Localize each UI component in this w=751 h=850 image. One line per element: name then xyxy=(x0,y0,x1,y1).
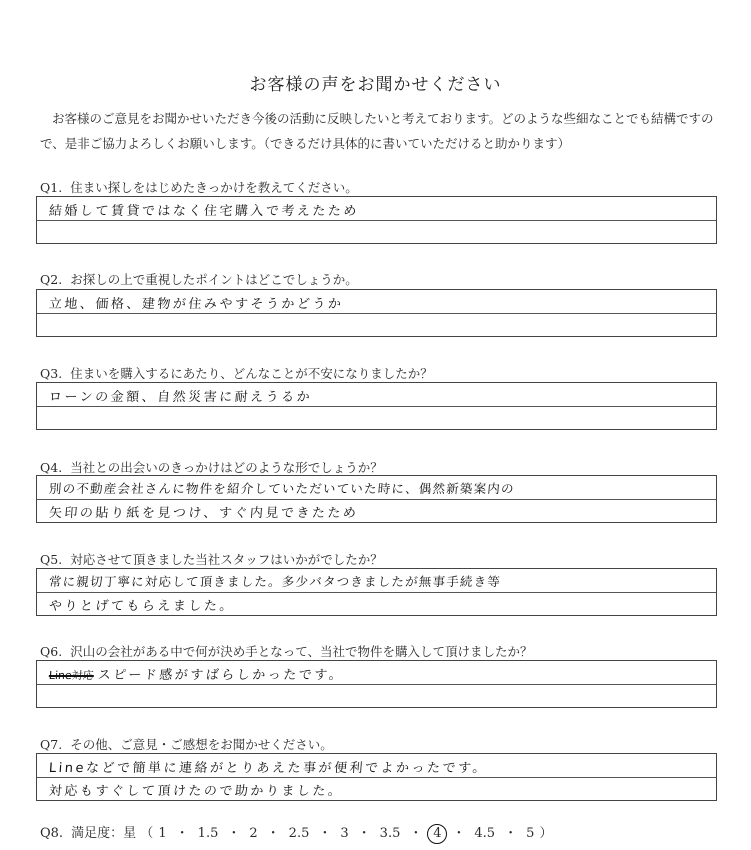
ruled-line xyxy=(37,313,716,314)
question-number: Q4. xyxy=(40,460,63,475)
ruled-line xyxy=(37,406,716,407)
question-text: 住まい探しをはじめたきっかけを教えてください。 xyxy=(70,180,358,195)
separator-dot: ・ xyxy=(504,826,518,841)
answer-box-3[interactable] xyxy=(36,382,717,430)
rating-options xyxy=(157,826,535,841)
question-number: Q6. xyxy=(40,644,63,659)
question-text: 対応させて頂きました当社スタッフはいかがでしたか？ xyxy=(70,552,383,567)
paren-close: ） xyxy=(539,826,553,841)
ruled-line xyxy=(37,684,716,685)
form-title: お客様の声をお聞かせください xyxy=(249,75,502,95)
answer-box-2[interactable] xyxy=(36,289,717,337)
handwritten-answer-line-2: やりとげてもらえました。 xyxy=(48,599,236,614)
question-number: Q1. xyxy=(40,180,63,195)
question-text: その他、ご意見・ご感想をお聞かせください。 xyxy=(70,737,333,752)
separator-dot: ・ xyxy=(227,826,241,841)
question-1 xyxy=(40,178,358,196)
handwritten-answer-line-1: 別の不動産会社さんに物件を紹介していただいていた時に、偶然新築案内の xyxy=(48,481,516,496)
question-7 xyxy=(40,735,333,753)
question-text: 沢山の会社がある中で何が決め手となって、当社で物件を購入して頂けましたか？ xyxy=(70,644,533,659)
handwritten-answer-line-1: 常に親切丁寧に対応して頂きました。多少バタつきましたが無事手続き等 xyxy=(48,574,502,589)
rating-option[interactable]: 3.5 xyxy=(379,826,401,841)
question-6 xyxy=(40,642,532,660)
question-number: Q8. xyxy=(40,826,64,841)
answer-box-1[interactable] xyxy=(36,196,717,244)
paren-open: （ xyxy=(140,826,154,841)
handwritten-answer-line-2: 矢印の貼り紙を見つけ、すぐ内見できたため xyxy=(48,506,359,521)
question-text: 住まいを購入するにあたり、どんなことが不安になりましたか？ xyxy=(70,366,433,381)
separator-dot: ・ xyxy=(175,826,189,841)
separator-dot: ・ xyxy=(266,826,280,841)
answer-box-7[interactable] xyxy=(36,753,717,801)
question-5 xyxy=(40,550,383,568)
answer-box-5[interactable] xyxy=(36,568,717,616)
ruled-line xyxy=(37,220,716,221)
handwritten-answer-line-1: Lineなどで簡単に連絡がとりあえた事が便利でよかったです。 xyxy=(48,761,489,776)
rating-option[interactable]: 4.5 xyxy=(474,826,496,841)
rating-option[interactable]: 2.5 xyxy=(288,826,310,841)
question-3 xyxy=(40,364,433,382)
rating-option-selected[interactable]: 4 xyxy=(427,824,447,844)
ruled-line xyxy=(37,592,716,593)
rating-option[interactable]: 1 xyxy=(158,826,167,841)
question-4 xyxy=(40,458,383,476)
rating-option[interactable]: 3 xyxy=(340,826,349,841)
ruled-line xyxy=(37,499,716,500)
handwritten-answer-line-2: 対応もすぐして頂けたので助かりました。 xyxy=(48,784,344,799)
separator-dot: ・ xyxy=(357,826,371,841)
handwritten-answer-line-1: ローンの金額、自然災害に耐えうるか xyxy=(48,390,313,405)
satisfaction-rating xyxy=(40,822,553,844)
rating-option[interactable]: 1.5 xyxy=(197,826,219,841)
rating-label: 満足度：星 xyxy=(71,826,137,841)
rating-option[interactable]: 2 xyxy=(249,826,258,841)
separator-dot: ・ xyxy=(452,826,466,841)
question-2 xyxy=(40,270,358,288)
question-number: Q7. xyxy=(40,737,63,752)
ruled-line xyxy=(37,777,716,778)
separator-dot: ・ xyxy=(318,826,332,841)
intro-text: お客様のご意見をお聞かせいただき今後の活動に反映したいと考えております。どのような些細なことでも結構ですので、是非ご協力よろしくお願いします。（できるだけ具体的に書いていただけると助かります） xyxy=(40,111,714,151)
separator-dot: ・ xyxy=(409,826,423,841)
rating-option[interactable]: 5 xyxy=(526,826,535,841)
handwritten-answer-text: スピード感がすばらしかったです。 xyxy=(97,668,345,683)
question-text: 当社との出会いのきっかけはどのような形でしょうか？ xyxy=(70,460,383,475)
handwritten-answer-line-1: 立地、価格、建物が住みやすそうかどうか xyxy=(48,297,344,312)
question-text: お探しの上で重視したポイントはどこでしょうか。 xyxy=(70,272,358,287)
handwritten-answer-line-1: 結婚して賃貸ではなく住宅購入で考えたため xyxy=(48,204,360,219)
question-number: Q2. xyxy=(40,272,63,287)
answer-box-6[interactable] xyxy=(36,660,717,708)
answer-box-4[interactable] xyxy=(36,475,717,523)
question-number: Q5. xyxy=(40,552,63,567)
handwritten-answer-line-1 xyxy=(48,664,345,683)
struck-out-text: Line対応 xyxy=(48,669,95,682)
question-number: Q3. xyxy=(40,366,63,381)
